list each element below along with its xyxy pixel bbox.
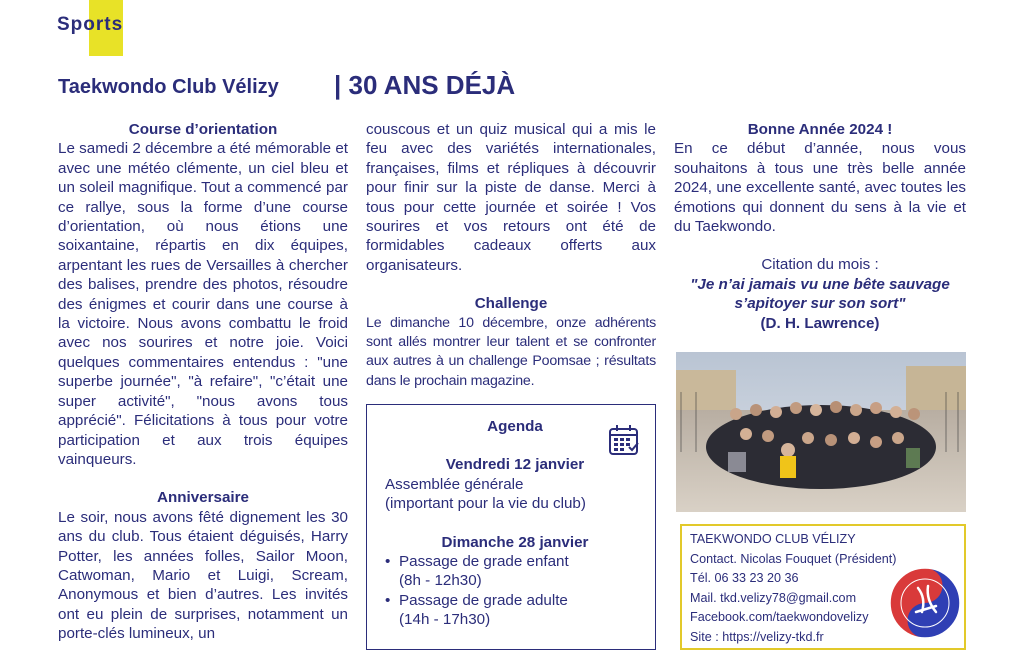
contact-mail[interactable]: Mail. tkd.velizy78@gmail.com [690,590,857,605]
column-2 [366,120,656,391]
column-3 [674,120,966,333]
agenda-item-1 [399,552,645,591]
heading-challenge: Challenge [474,295,548,313]
agenda-list [385,552,645,630]
section-tag [57,0,123,56]
agenda-item-2-line1: Passage de grade adulte [399,591,568,609]
heading-course: Course d’orientation [128,121,278,138]
heading-bonne-annee: Bonne Année 2024 ! [747,121,893,138]
contact-site[interactable]: Site : https://velizy-tkd.fr [690,629,824,644]
text-anniversaire: Le soir, nous avons fêté dignement les 30 ans du club. Tous étaient déguisés, Harry Potter, les années folles, Sailor Moon, Catwoman, Mario et Luigi, Scream, Anonymous et bien d’autres. Les invités ont eu plein de surprises, notamment un porte-clés lumineux, un [58,508,348,643]
contact-box [680,524,966,650]
column-1 [58,120,348,644]
agenda-item-2 [399,591,645,630]
quote-author: (D. H. Lawrence) [760,314,880,332]
agenda-box [366,404,656,650]
agenda-date-1: Vendredi 12 janvier [445,456,585,474]
contact-phone: Tél. 06 33 23 20 36 [690,571,799,586]
contact-person: Contact. Nicolas Fouquet (Président) [690,551,897,566]
section-tag-label: Sports [57,14,124,35]
agenda-event-1-line2: (important pour la vie du club) [385,495,586,513]
agenda-date-2: Dimanche 28 janvier [441,533,589,551]
contact-title: TAEKWONDO CLUB VÉLIZY [690,532,856,546]
agenda-item-1-line1: Passage de grade enfant [399,553,569,571]
group-photo [676,352,966,512]
text-soiree: couscous et un quiz musical qui a mis le feu avec des variétés internationales, françaises, films et répliques à découvrir pour finir sur la piste de danse. Merci à tous pour cette journée et soirée ! Vos sourires et vos retours ont été de formidables cadeaux offerts aux organisateurs. [366,121,656,274]
quote-title: Citation du mois : [761,256,879,274]
agenda-title: Agenda [487,418,543,435]
agenda-event-1-line1: Assemblée générale [385,475,524,493]
contact-facebook[interactable]: Facebook.com/taekwondovelizy [690,610,869,625]
quote-line-2: s’apitoyer sur son sort" [734,295,906,313]
agenda-item-2-line2: (14h - 17h30) [399,611,491,629]
quote-line-1: "Je n’ai jamais vu une bête sauvage [690,275,950,293]
club-logo [888,566,962,640]
text-bonne-annee: En ce début d’année, nous vous souhaitons à tous une très belle année 2024, une excellente santé, avec toutes les émotions qui donnent du sens à la vie et du Taekwondo. [674,140,966,236]
headline: | 30 ANS DÉJÀ [334,70,516,100]
club-name: Taekwondo Club Vélizy [58,76,279,98]
text-course: Le samedi 2 décembre a été mémorable et avec une météo clémente, un ciel bleu et un soleil magnifique. Tout a commencé par ce rallye, sous la forme d’une course d’orientation, où nous étions une soixantaine, répartis en dix équipes, arpentant les rues de Versailles à chercher des balises, prendre des photos, résoudre des énigmes et courir dans une course à la victoire. Nous avons combattu le froid avec nos sourires et notre joie. Voici quelques commentaires entendus : "une superbe journée", "à refaire", "c’était une super activité", "nous avons tous apprécié". Félicitations à tous pour votre participation et aux trois équipes vainqueurs. [58,140,348,468]
heading-anniversaire: Anniversaire [156,489,249,507]
agenda-item-1-line2: (8h - 12h30) [399,572,482,590]
text-challenge: Le dimanche 10 décembre, onze adhérents sont allés montrer leur talent et se confronter aux autres à un challenge Poomsae ; résultats dans le prochain magazine. [366,314,656,389]
